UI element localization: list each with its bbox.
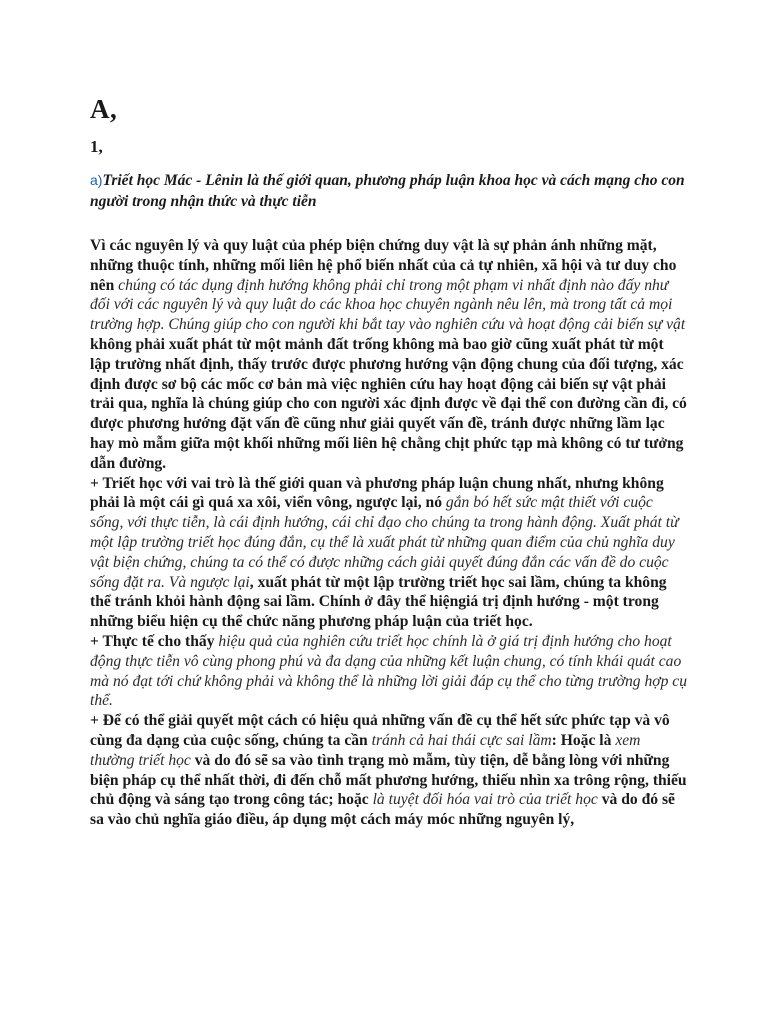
paragraph bbox=[90, 236, 688, 474]
text-run-italic: là tuyệt đối hóa vai trò của triết học bbox=[372, 791, 598, 809]
subtitle bbox=[90, 170, 690, 212]
section-heading-a: A, bbox=[90, 94, 118, 124]
paragraph bbox=[90, 632, 688, 711]
text-run-italic: hiệu quả của nghiên cứu triết học chính là ở giá trị định hướng cho hoạt động thực tiễn vô cùng phong phú và đa dạng của những kết luận chung, có tính khái quát cao mà nó đạt tới chứ không phải và không thể là những lời giải đáp cụ thể cho từng trường hợp cụ thể. bbox=[90, 632, 687, 710]
text-run-italic: gắn bó hết sức mật thiết với cuộc sống, với thực tiễn, là cái định hướng, cái chỉ đạo cho chúng ta trong hành động. Xuất phát từ một lập trường triết học đúng đắn, cụ thể là xuất phát từ những quan điểm của chủ nghĩa duy vật biện chứng, chúng ta có thể có được những cách giải quyết đúng đắn các vấn đề do cuộc sống đặt ra. Và ngược lại bbox=[90, 494, 679, 591]
text-run-bold: : Hoặc là bbox=[551, 731, 616, 749]
text-run-bold: , xuất phát từ một lập trường triết học sai lầm, chúng ta không thể tránh khỏi hành động sai lầm. Chính ở đây thể hiệngiá trị định hướng - một trong những biểu hiện cụ thể chức năng phương pháp luận của triết học. bbox=[90, 573, 667, 631]
text-run-bold: + Để có thể giải quyết một cách có hiệu quả những vấn đề cụ thể hết sức phức tạp và vô cùng đa dạng của cuộc sống, chúng ta cần bbox=[90, 712, 670, 749]
subtitle-text: Triết học Mác - Lênin là thế giới quan, phương pháp luận khoa học và cách mạng cho con người trong nhận thức và thực tiễn bbox=[90, 172, 685, 210]
text-run-bold: và do đó sẽ sa vào chủ nghĩa giáo điều, áp dụng một cách máy móc những nguyên lý, bbox=[90, 791, 675, 829]
text-run-bold: và do đó sẽ sa vào tình trạng mò mẫm, tùy tiện, dễ bằng lòng với những biện pháp cụ thể nhất thời, đi đến chỗ mất phương hướng, thiếu nhìn xa trông rộng, thiếu chủ động và sáng tạo trong công tác; hoặc bbox=[90, 751, 687, 809]
text-run-bold: + Triết học với vai trò là thế giới quan và phương pháp luận chung nhất, nhưng không phải là một cái gì quá xa xôi, viển vông, ngược lại, nó bbox=[90, 474, 664, 512]
text-run-italic: tránh cả hai thái cực sai lầm bbox=[371, 731, 552, 749]
paragraph bbox=[90, 711, 688, 830]
paragraph bbox=[90, 474, 688, 632]
subsection-heading-1: 1, bbox=[90, 137, 103, 156]
text-run-bold: + Thực tế cho thấy bbox=[90, 632, 219, 650]
subtitle-prefix: a) bbox=[90, 172, 103, 188]
text-run-italic: chúng có tác dụng định hướng không phải chỉ trong một phạm vi nhất định nào đấy như đối với các nguyên lý và quy luật do các khoa học chuyên ngành nêu lên, mà trong tất cả mọi trường hợp. Chúng giúp cho con người khi bắt tay vào nghiên cứu và hoạt động cải biến sự vật bbox=[90, 276, 686, 334]
body-text bbox=[90, 236, 688, 830]
text-run-italic: xem thường triết học bbox=[90, 731, 641, 769]
text-run-bold: không phải xuất phát từ một mảnh đất trống không mà bao giờ cũng xuất phát từ một lập trường nhất định, thấy trước được phương hướng vận động chung của đối tượng, xác định được sơ bộ các mốc cơ bản mà việc nghiên cứu hay hoạt động cải biến sự vật phải trải qua, nghĩa là chúng giúp cho con người xác định được về đại thể con đường cần đi, có được phương hướng đặt vấn đề cũng như giải quyết vấn đề, tránh được những lầm lạc hay mò mẫm giữa một khối những mối liên hệ chằng chịt phức tạp mà không có tư tưởng dẫn đường. bbox=[90, 335, 687, 472]
text-run-bold: Vì các nguyên lý và quy luật của phép biện chứng duy vật là sự phản ánh những mặt, những thuộc tính, những mối liên hệ phổ biến nhất của cả tự nhiên, xã hội và tư duy cho nên bbox=[90, 237, 677, 294]
